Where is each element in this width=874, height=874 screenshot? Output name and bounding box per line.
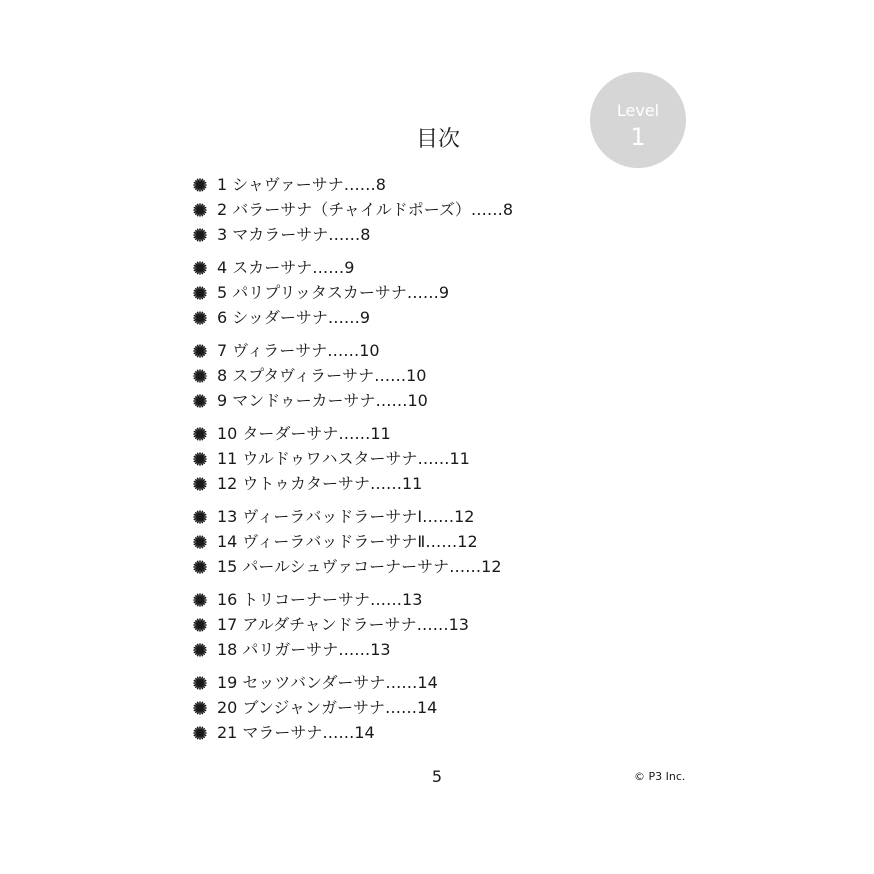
toc-group (193, 504, 513, 579)
toc-item-text: ヴィーラバッドラーサナⅠ……12 (242, 507, 475, 526)
toc-item-text: セッツバンダーサナ……14 (242, 673, 438, 692)
toc-item-text: パリプリッタスカーサナ……9 (232, 283, 450, 302)
starburst-icon (193, 286, 207, 300)
starburst-icon (193, 228, 207, 242)
toc-item-number: 19 (217, 673, 238, 692)
toc-item-number: 1 (217, 175, 228, 194)
starburst-icon (193, 203, 207, 217)
toc-item-number: 14 (217, 532, 238, 551)
toc-item (193, 222, 513, 247)
toc-item-number: 11 (217, 449, 238, 468)
toc-group (193, 172, 513, 247)
toc-item-text: アルダチャンドラーサナ……13 (242, 615, 469, 634)
starburst-icon (193, 394, 207, 408)
starburst-icon (193, 427, 207, 441)
toc-item-text: ターダーサナ……11 (242, 424, 391, 443)
starburst-icon (193, 726, 207, 740)
toc-item-number: 7 (217, 341, 228, 360)
toc-item-number: 4 (217, 258, 228, 277)
toc-item-text: トリコーナーサナ……13 (242, 590, 423, 609)
toc-item (193, 637, 513, 662)
starburst-icon (193, 643, 207, 657)
toc-item (193, 471, 513, 496)
starburst-icon (193, 535, 207, 549)
toc-item-number: 10 (217, 424, 238, 443)
level-number: 1 (630, 123, 646, 151)
starburst-icon (193, 178, 207, 192)
toc-item (193, 421, 513, 446)
toc-item-number: 13 (217, 507, 238, 526)
starburst-icon (193, 701, 207, 715)
starburst-icon (193, 618, 207, 632)
toc-item-text: シッダーサナ……9 (232, 308, 371, 327)
starburst-icon (193, 261, 207, 275)
toc-item-text: ウトゥカターサナ……11 (242, 474, 423, 493)
toc-group (193, 587, 513, 662)
toc-item-number: 3 (217, 225, 228, 244)
level-label: Level (616, 101, 660, 120)
toc-item (193, 554, 513, 579)
starburst-icon (193, 676, 207, 690)
toc-item (193, 388, 513, 413)
toc-item (193, 255, 513, 280)
toc-item (193, 305, 513, 330)
page-title: 目次 (415, 127, 460, 152)
toc-item-text: マラーサナ……14 (242, 723, 375, 742)
toc-item-text: バラーサナ（チャイルドポーズ）……8 (232, 200, 514, 219)
toc-item-text: スカーサナ……9 (232, 258, 355, 277)
toc-item-text: マカラーサナ……8 (232, 225, 371, 244)
toc-item-number: 12 (217, 474, 238, 493)
toc-group (193, 421, 513, 496)
toc-item-text: パリガーサナ……13 (242, 640, 391, 659)
toc-item (193, 504, 513, 529)
toc-item (193, 612, 513, 637)
starburst-icon (193, 560, 207, 574)
starburst-icon (193, 452, 207, 466)
table-of-contents (193, 172, 513, 753)
toc-item-text: ブンジャンガーサナ……14 (242, 698, 438, 717)
toc-item-number: 20 (217, 698, 238, 717)
toc-item (193, 363, 513, 388)
toc-item (193, 720, 513, 745)
starburst-icon (193, 510, 207, 524)
toc-item (193, 670, 513, 695)
toc-group (193, 255, 513, 330)
level-badge (590, 72, 686, 168)
toc-item-number: 9 (217, 391, 228, 410)
toc-item-number: 8 (217, 366, 228, 385)
starburst-icon (193, 311, 207, 325)
toc-item (193, 695, 513, 720)
toc-item-text: スプタヴィラーサナ……10 (232, 366, 427, 385)
toc-item-number: 21 (217, 723, 238, 742)
toc-item-number: 18 (217, 640, 238, 659)
toc-item-text: シャヴァーサナ……8 (232, 175, 386, 194)
toc-item-number: 17 (217, 615, 238, 634)
starburst-icon (193, 369, 207, 383)
starburst-icon (193, 593, 207, 607)
toc-item-text: ウルドゥワハスターサナ……11 (242, 449, 470, 468)
toc-item-text: マンドゥーカーサナ……10 (232, 391, 428, 410)
toc-item-text: パールシュヴァコーナーサナ……12 (242, 557, 502, 576)
toc-item (193, 172, 513, 197)
toc-item-text: ヴィラーサナ……10 (232, 341, 380, 360)
copyright-notice: © P3 Inc. (634, 770, 686, 783)
toc-item (193, 338, 513, 363)
toc-item (193, 280, 513, 305)
toc-item (193, 587, 513, 612)
toc-item-number: 5 (217, 283, 228, 302)
toc-item (193, 529, 513, 554)
toc-item-number: 16 (217, 590, 238, 609)
toc-item (193, 446, 513, 471)
toc-item-text: ヴィーラバッドラーサナⅡ……12 (242, 532, 478, 551)
starburst-icon (193, 344, 207, 358)
toc-item-number: 15 (217, 557, 238, 576)
toc-group (193, 338, 513, 413)
starburst-icon (193, 477, 207, 491)
toc-item-number: 6 (217, 308, 228, 327)
toc-item (193, 197, 513, 222)
page-number: 5 (431, 767, 443, 786)
toc-item-number: 2 (217, 200, 228, 219)
toc-group (193, 670, 513, 745)
